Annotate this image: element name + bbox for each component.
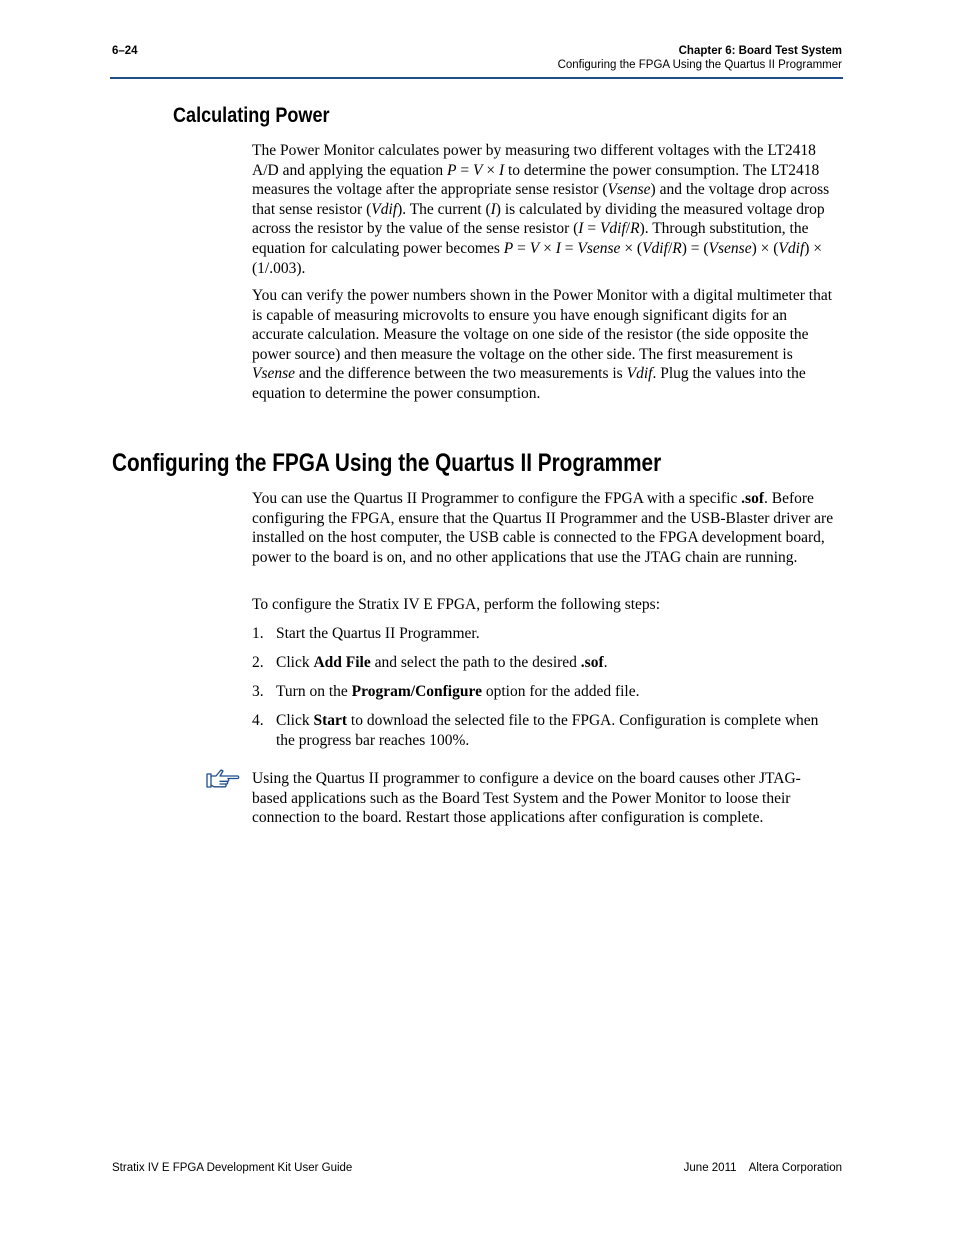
config-paragraph-1: You can use the Quartus II Programmer to configure the FPGA with a specific .sof. Before configuring the FPGA, ensure that the Quartus II Programmer and the USB-Blaster driver are installed on the host computer, the USB cable is connected to the FPGA development board, power to the board is on, and no other applications that use the JTAG chain are running. xyxy=(252,490,834,566)
running-header xyxy=(558,44,842,72)
note-text: Using the Quartus II programmer to configure a device on the board causes other JTAG-based applications such as the Board Test System and the Power Monitor to loose their connection to the board. Restart those applications after configuration is complete. xyxy=(252,770,801,827)
header-rule xyxy=(110,77,843,79)
chapter-title: Chapter 6: Board Test System xyxy=(678,45,842,57)
list-item: 4. Click Start to download the selected file to the FPGA. Configuration is complete when the progress bar reaches 100%. xyxy=(252,712,819,749)
heading-calculating-power: Calculating Power xyxy=(173,104,330,127)
steps-list xyxy=(252,624,834,760)
heading-configuring-fpga: Configuring the FPGA Using the Quartus II Programmer xyxy=(112,449,662,477)
page-number: 6–24 xyxy=(112,45,138,57)
footer-date-company: June 2011 Altera Corporation xyxy=(683,1162,842,1174)
config-paragraph-2: To configure the Stratix IV E FPGA, perform the following steps: xyxy=(252,596,661,613)
list-item: 1. Start the Quartus II Programmer. xyxy=(252,625,480,642)
list-item: 2. Click Add File and select the path to the desired .sof. xyxy=(252,654,608,672)
footer-title: Stratix IV E FPGA Development Kit User Guide xyxy=(112,1162,353,1174)
pointing-hand-icon xyxy=(206,768,240,788)
calc-paragraph-1: The Power Monitor calculates power by measuring two different voltages with the LT2418 A/D and applying the equation P = V × I to determine the power consumption. The LT2418 measures the voltage after the appropriate sense resistor (Vsense) and the voltage drop across that sense resistor (Vdif). The current (I) is calculated by dividing the measured voltage drop across the resistor by the value of the sense resistor (I = Vdif/R). Through substitution, the equation for calculating power becomes P = V × I = Vsense × (Vdif/R) = (Vsense) × (Vdif) × (1/.003). xyxy=(252,142,830,277)
calc-paragraph-2: You can verify the power numbers shown in the Power Monitor with a digital multimeter that is capable of measuring microvolts to ensure you have enough significant digits for an accurate calculation. Measure the voltage on one side of the resistor (the side opposite the power source) and then measure the voltage on the other side. The first measurement is Vsense and the difference between the two measurements is Vdif. Plug the values into the equation to determine the power consumption. xyxy=(252,287,833,402)
list-item: 3. Turn on the Program/Configure option for the added file. xyxy=(252,683,640,701)
section-title: Configuring the FPGA Using the Quartus II Programmer xyxy=(557,59,842,71)
